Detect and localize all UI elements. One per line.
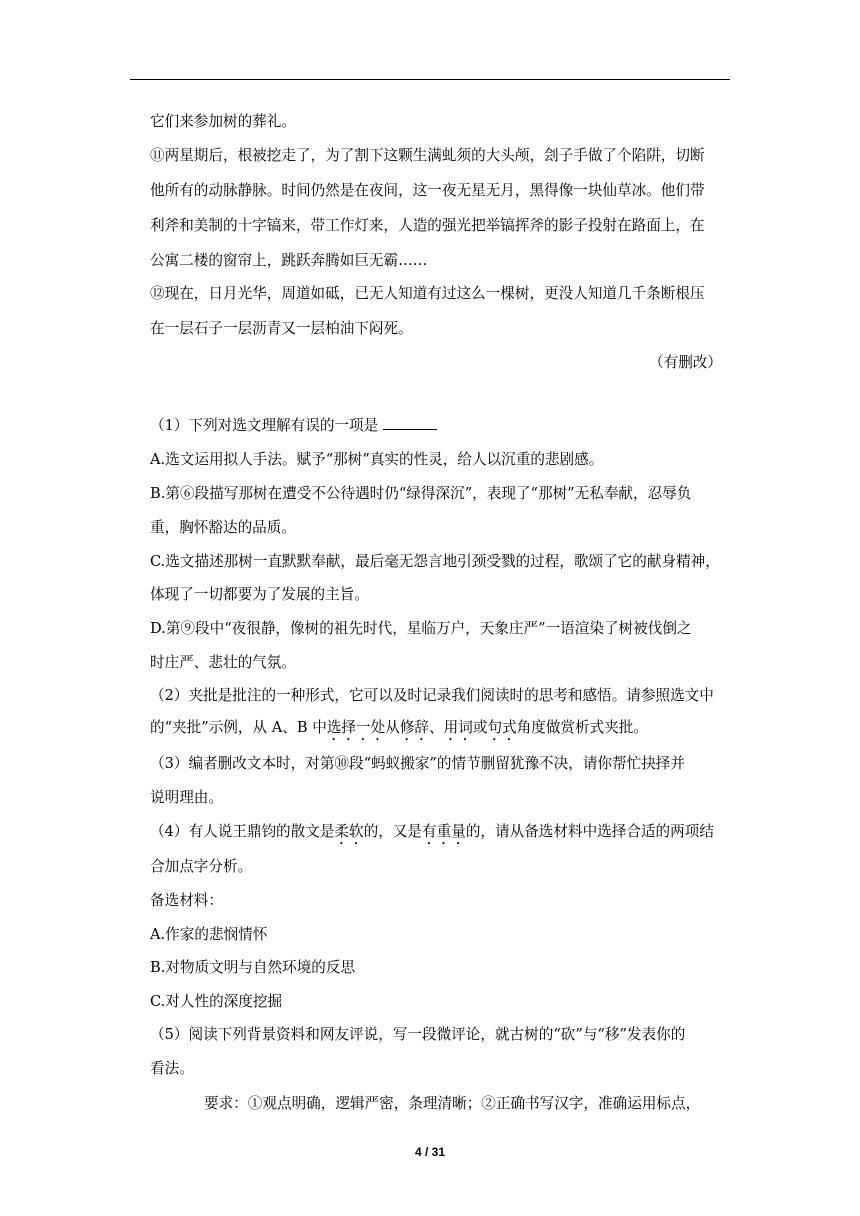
page-number: 4 / 31 [414, 1145, 446, 1159]
q4-text: 的，请从备选材料中选择合适的两项结 [465, 823, 714, 840]
dotted-text: 句式 [487, 719, 517, 736]
option-c-cont: 体现了一切都要为了发展的主旨。 [150, 586, 369, 603]
option-c: C.选文描述那树一直默默奉献，最后毫无怨言地引颈受戮的过程，歌颂了它的献身精神， [150, 553, 720, 570]
q4-text: 的，又是 [363, 823, 423, 840]
option-a: A.选文运用拟人手法。赋予“那树”真实的性灵，给人以沉重的悲剧感。 [150, 451, 604, 468]
q2-text: 的“夹批”示例，从 A、B 中 [150, 719, 327, 736]
question-4-line: 合加点字分析。 [150, 858, 253, 875]
question-3-line: 说明理由。 [150, 789, 223, 806]
paragraph-12-line: ⑫现在，日月光华，周道如砥，已无人知道有过这么一棵树，更没人知道几千条断根压 [150, 285, 705, 302]
requirement-line: 要求：①观点明确，逻辑严密，条理清晰；②正确书写汉字，准确运用标点， [204, 1095, 701, 1112]
paragraph-11-line: 利斧和美制的十字镐来，带工作灯来，人造的强光把举镐挥斧的影子投射在路面上，在 [150, 217, 705, 234]
q2-text: 、 [429, 719, 444, 736]
paragraph-11-line: ⑪两星期后，根被挖走了，为了割下这颗生满虬须的大头颅，刽子手做了个陷阱，切断 [150, 147, 705, 164]
question-4-line [150, 822, 714, 842]
paragraph-11-line: 公寓二楼的窗帘上，跳跃奔腾如巨无霸…… [150, 252, 428, 269]
question-3-line: （3）编者删改文本时，对第⑩段“蚂蚁搬家”的情节删留犹豫不决，请你帮忙抉择并 [150, 755, 685, 772]
edit-note: （有删改） [649, 354, 722, 371]
material-b: B.对物质文明与自然环境的反思 [150, 959, 356, 976]
q4-text: （4）有人说王鼎钧的散文是 [150, 823, 335, 840]
question-1-stem [150, 415, 437, 435]
paragraph-11-line: 他所有的动脉静脉。时间仍然是在夜间，这一夜无星无月，黑得像一块仙草冰。他们带 [150, 182, 705, 199]
passage-line: 它们来参加树的葬礼。 [150, 113, 296, 130]
option-d-cont: 时庄严、悲壮的气氛。 [150, 654, 296, 671]
option-b: B.第⑥段描写那树在遭受不公待遇时仍“绿得深沉”，表现了“那树”无私奉献，忍辱负 [150, 485, 692, 502]
option-d: D.第⑨段中“夜很静，像树的祖先时代，星临万户，天象庄严”一语渲染了树被伐倒之 [150, 620, 692, 637]
q2-text: 或 [472, 719, 488, 736]
q2-text: 角度做赏析式夹批。 [516, 719, 648, 736]
material-c: C.对人性的深度挖掘 [150, 993, 283, 1010]
materials-title: 备选材料： [150, 892, 223, 909]
question-5-line: （5）阅读下列背景资料和网友评说，写一段微评论，就古树的“砍”与“移”发表你的 [150, 1026, 686, 1043]
question-2-line: （2）夹批是批注的一种形式，它可以及时记录我们阅读时的思考和感悟。请参照选文中 [150, 687, 714, 704]
dotted-text: 有重量 [422, 823, 466, 840]
answer-blank [383, 415, 437, 430]
dotted-text: 选择一处 [326, 719, 386, 736]
material-a: A.作家的悲悯情怀 [150, 926, 268, 943]
dotted-text: 柔软 [334, 823, 364, 840]
option-b-cont: 重，胸怀豁达的品质。 [150, 519, 296, 536]
question-5-line: 看法。 [150, 1060, 194, 1077]
dotted-text: 修辞 [399, 719, 430, 736]
question-1-text: （1）下列对选文理解有误的一项是 [150, 417, 379, 434]
question-2-line [150, 718, 648, 738]
header-rule [130, 79, 730, 80]
q2-text: 从 [385, 719, 400, 736]
dotted-text: 用词 [443, 719, 473, 736]
paragraph-12-line: 在一层石子一层沥青又一层柏油下闷死。 [150, 320, 413, 337]
